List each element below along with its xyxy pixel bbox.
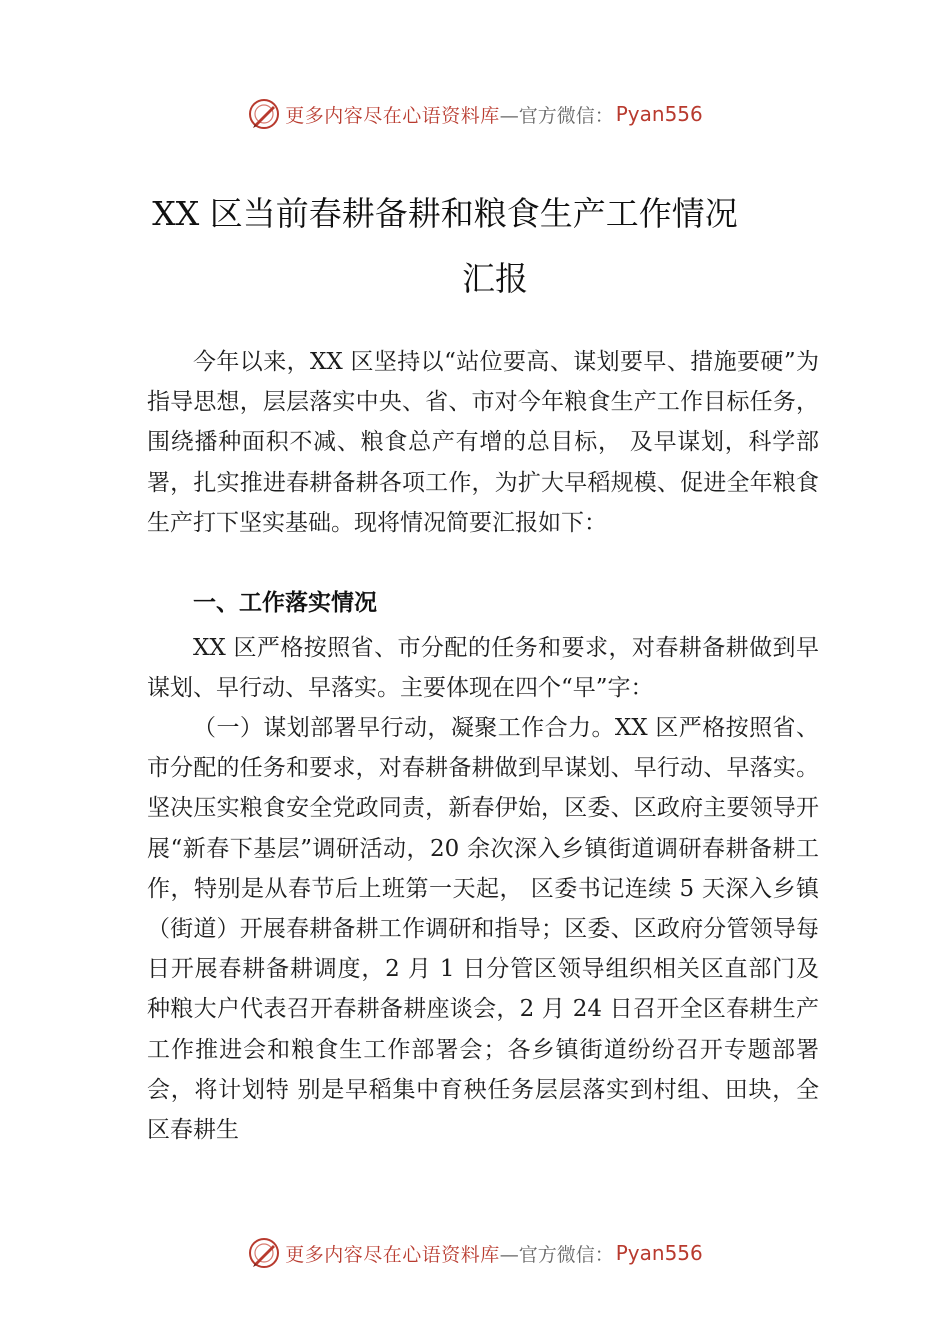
watermark-wechat-id: Pyan556	[615, 102, 703, 126]
section-heading: 一、工作落实情况	[193, 590, 377, 616]
watermark-wechat-id: Pyan556	[615, 1241, 703, 1265]
watermark-separator: —官方微信：	[499, 104, 614, 127]
section-paragraph-2	[147, 708, 819, 1150]
pen-logo-icon	[247, 97, 281, 131]
section-paragraph-1	[147, 628, 819, 708]
document-title-line2: 汇报	[462, 259, 528, 298]
section-paragraph-1-text: XX 区严格按照省、市分配的任务和要求，对春耕备耕做到早谋划、早行动、早落实。主要体现在四个“早”字：	[147, 635, 819, 702]
watermark-header	[0, 94, 950, 134]
section-paragraph-2-text: （一）谋划部署早行动，凝聚工作合力。XX 区严格按照省、市分配的任务和要求，对春耕备耕做到早谋划、早行动、早落实。坚决压实粮食安全党政同责，新春伊始，区委、区政府主要领导开展“新春下基层”调研活动，20 余次深入乡镇街道调研春耕备耕工作，特别是从春节后上班第一天起， 区委书记连续 5 天深入乡镇（街道）开展春耕备耕工作调研和指导；区委、区政府分管领导每日开展春耕备耕调度，2 月 1 日分管区领导组织相关区直部门及种粮大户代表召开春耕备耕座谈会，2 月 24 日召开全区春耕生产工作推进会和粮食生工作部署会；各乡镇街道纷纷召开专题部署会，将计划特 别是早稻集中育秧任务层层落实到村组、田块，全区春耕生	[147, 715, 819, 1144]
intro-paragraph	[147, 342, 819, 543]
watermark-text: 更多内容尽在心语资料库	[285, 1243, 500, 1266]
pen-logo-icon	[247, 1236, 281, 1270]
watermark-text: 更多内容尽在心语资料库	[285, 104, 500, 127]
watermark-separator: —官方微信：	[499, 1243, 614, 1266]
intro-text: 今年以来，XX 区坚持以“站位要高、谋划要早、措施要硬”为指导思想，层层落实中央、省、市对今年粮食生产工作目标任务，围绕播种面积不减、粮食总产有增的总目标， 及早谋划，科学部署，扎实推进春耕备耕各项工作，为扩大早稻规模、促进全年粮食生产打下坚实基础。现将情况简要汇报如下：	[147, 349, 819, 536]
document-title-line1: XX 区当前春耕备耕和粮食生产工作情况	[152, 194, 738, 233]
watermark-footer	[0, 1233, 950, 1273]
